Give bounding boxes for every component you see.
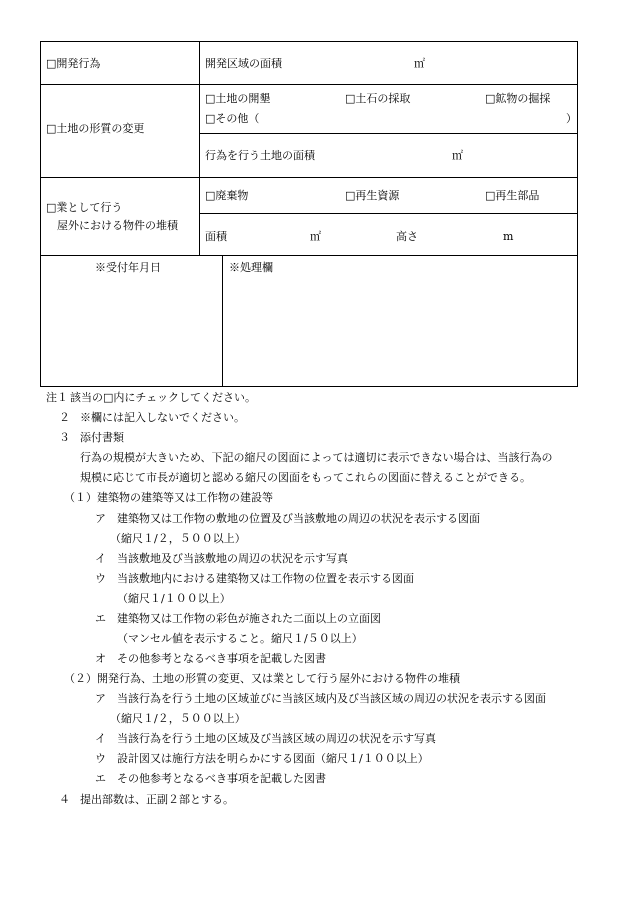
section-1-item-e-note: （マンセル値を表示すること。縮尺１/５０以上） <box>117 632 363 645</box>
processing-field-label: ※処理欄 <box>229 261 273 274</box>
option-land-reclamation[interactable]: □土地の開墾 <box>205 92 271 105</box>
development-area-unit: ㎡ <box>414 57 425 70</box>
table-border-top <box>40 41 578 42</box>
note-1-text: 該当の□内にチェックしてください。 <box>70 391 257 404</box>
section-1-heading: （１）建築物の建築等又は工作物の建設等 <box>64 491 273 504</box>
section-2-heading: （２）開発行為、土地の形質の変更、又は業として行う屋外における物件の堆積 <box>64 672 460 685</box>
section-2-item-u: ウ 設計図又は施行方法を明らかにする図面（縮尺１/１００以上） <box>95 752 429 765</box>
section-1-item-a-scale: （縮尺１/２，５００以上） <box>110 532 246 545</box>
land-area-label: 行為を行う土地の面積 <box>205 149 315 162</box>
column-divider <box>222 255 223 387</box>
storage-area-unit: ㎡ <box>310 230 321 243</box>
section-1-item-u: ウ 当該敷地内における建築物又は工作物の位置を表示する図面 <box>95 572 414 585</box>
section-1-item-e: エ 建築物又は工作物の彩色が施された二面以上の立面図 <box>95 612 381 625</box>
option-recycled-resources[interactable]: □再生資源 <box>345 189 400 202</box>
section-2-item-a-scale: （縮尺１/２，５００以上） <box>110 712 246 725</box>
column-divider <box>199 41 200 256</box>
section-1-item-o: オ その他参考となるべき事項を記載した図書 <box>95 652 326 665</box>
land-area-unit: ㎡ <box>452 149 463 162</box>
outdoor-storage-label-line2: 屋外における物件の堆積 <box>57 219 178 232</box>
storage-height-unit: m <box>503 230 514 243</box>
note-4-marker: ４ <box>59 793 70 806</box>
note-1-marker: 注１ <box>46 391 68 404</box>
development-area-label: 開発区域の面積 <box>205 57 282 70</box>
storage-height-label: 高さ <box>396 230 418 243</box>
outdoor-storage-checkbox-label[interactable]: □業として行う <box>46 201 123 214</box>
option-other[interactable]: □その他（ <box>205 112 260 125</box>
row-divider <box>199 213 578 214</box>
option-mineral-mining[interactable]: □鉱物の掘採 <box>485 92 551 105</box>
storage-area-label: 面積 <box>205 230 227 243</box>
option-soil-stone-extraction[interactable]: □土石の採取 <box>345 92 411 105</box>
option-waste[interactable]: □廃棄物 <box>205 189 249 202</box>
note-4-text: 提出部数は、正副２部とする。 <box>80 793 234 806</box>
table-border-left <box>40 41 41 387</box>
table-border-right <box>577 41 578 387</box>
note-3-text: 添付書類 <box>80 431 124 444</box>
row-divider <box>40 84 578 85</box>
section-2-item-e: エ その他参考となるべき事項を記載した図書 <box>95 772 326 785</box>
option-recycled-parts[interactable]: □再生部品 <box>485 189 540 202</box>
option-other-close-paren: ） <box>566 112 577 125</box>
note-3-description-line2: 規模に応じて市長が適切と認める縮尺の図面をもってこれらの図面に替えることができる。 <box>80 471 531 484</box>
section-1-item-u-scale: （縮尺１/１００以上） <box>117 592 231 605</box>
note-2-text: ※欄には記入しないでください。 <box>80 411 245 424</box>
section-1-item-i: イ 当該敷地及び当該敷地の周辺の状況を示す写真 <box>95 552 348 565</box>
note-2-marker: ２ <box>59 411 70 424</box>
table-border-bottom <box>40 386 578 387</box>
note-3-description-line1: 行為の規模が大きいため、下記の縮尺の図面によっては適切に表示できない場合は、当該行為の <box>80 451 553 464</box>
section-1-item-a: ア 建築物又は工作物の敷地の位置及び当該敷地の周辺の状況を表示する図面 <box>95 512 480 525</box>
section-2-item-i: イ 当該行為を行う土地の区域及び当該区域の周辺の状況を示す写真 <box>95 732 436 745</box>
land-form-change-checkbox-label[interactable]: □土地の形質の変更 <box>46 122 145 135</box>
received-date-label: ※受付年月日 <box>95 261 161 274</box>
note-3-marker: ３ <box>59 431 70 444</box>
development-act-checkbox-label[interactable]: □開発行為 <box>46 57 101 70</box>
section-2-item-a: ア 当該行為を行う土地の区域並びに当該区域内及び当該区域の周辺の状況を表示する図面 <box>95 692 546 705</box>
row-divider <box>40 177 578 178</box>
row-divider <box>199 133 578 134</box>
row-divider <box>40 255 578 256</box>
